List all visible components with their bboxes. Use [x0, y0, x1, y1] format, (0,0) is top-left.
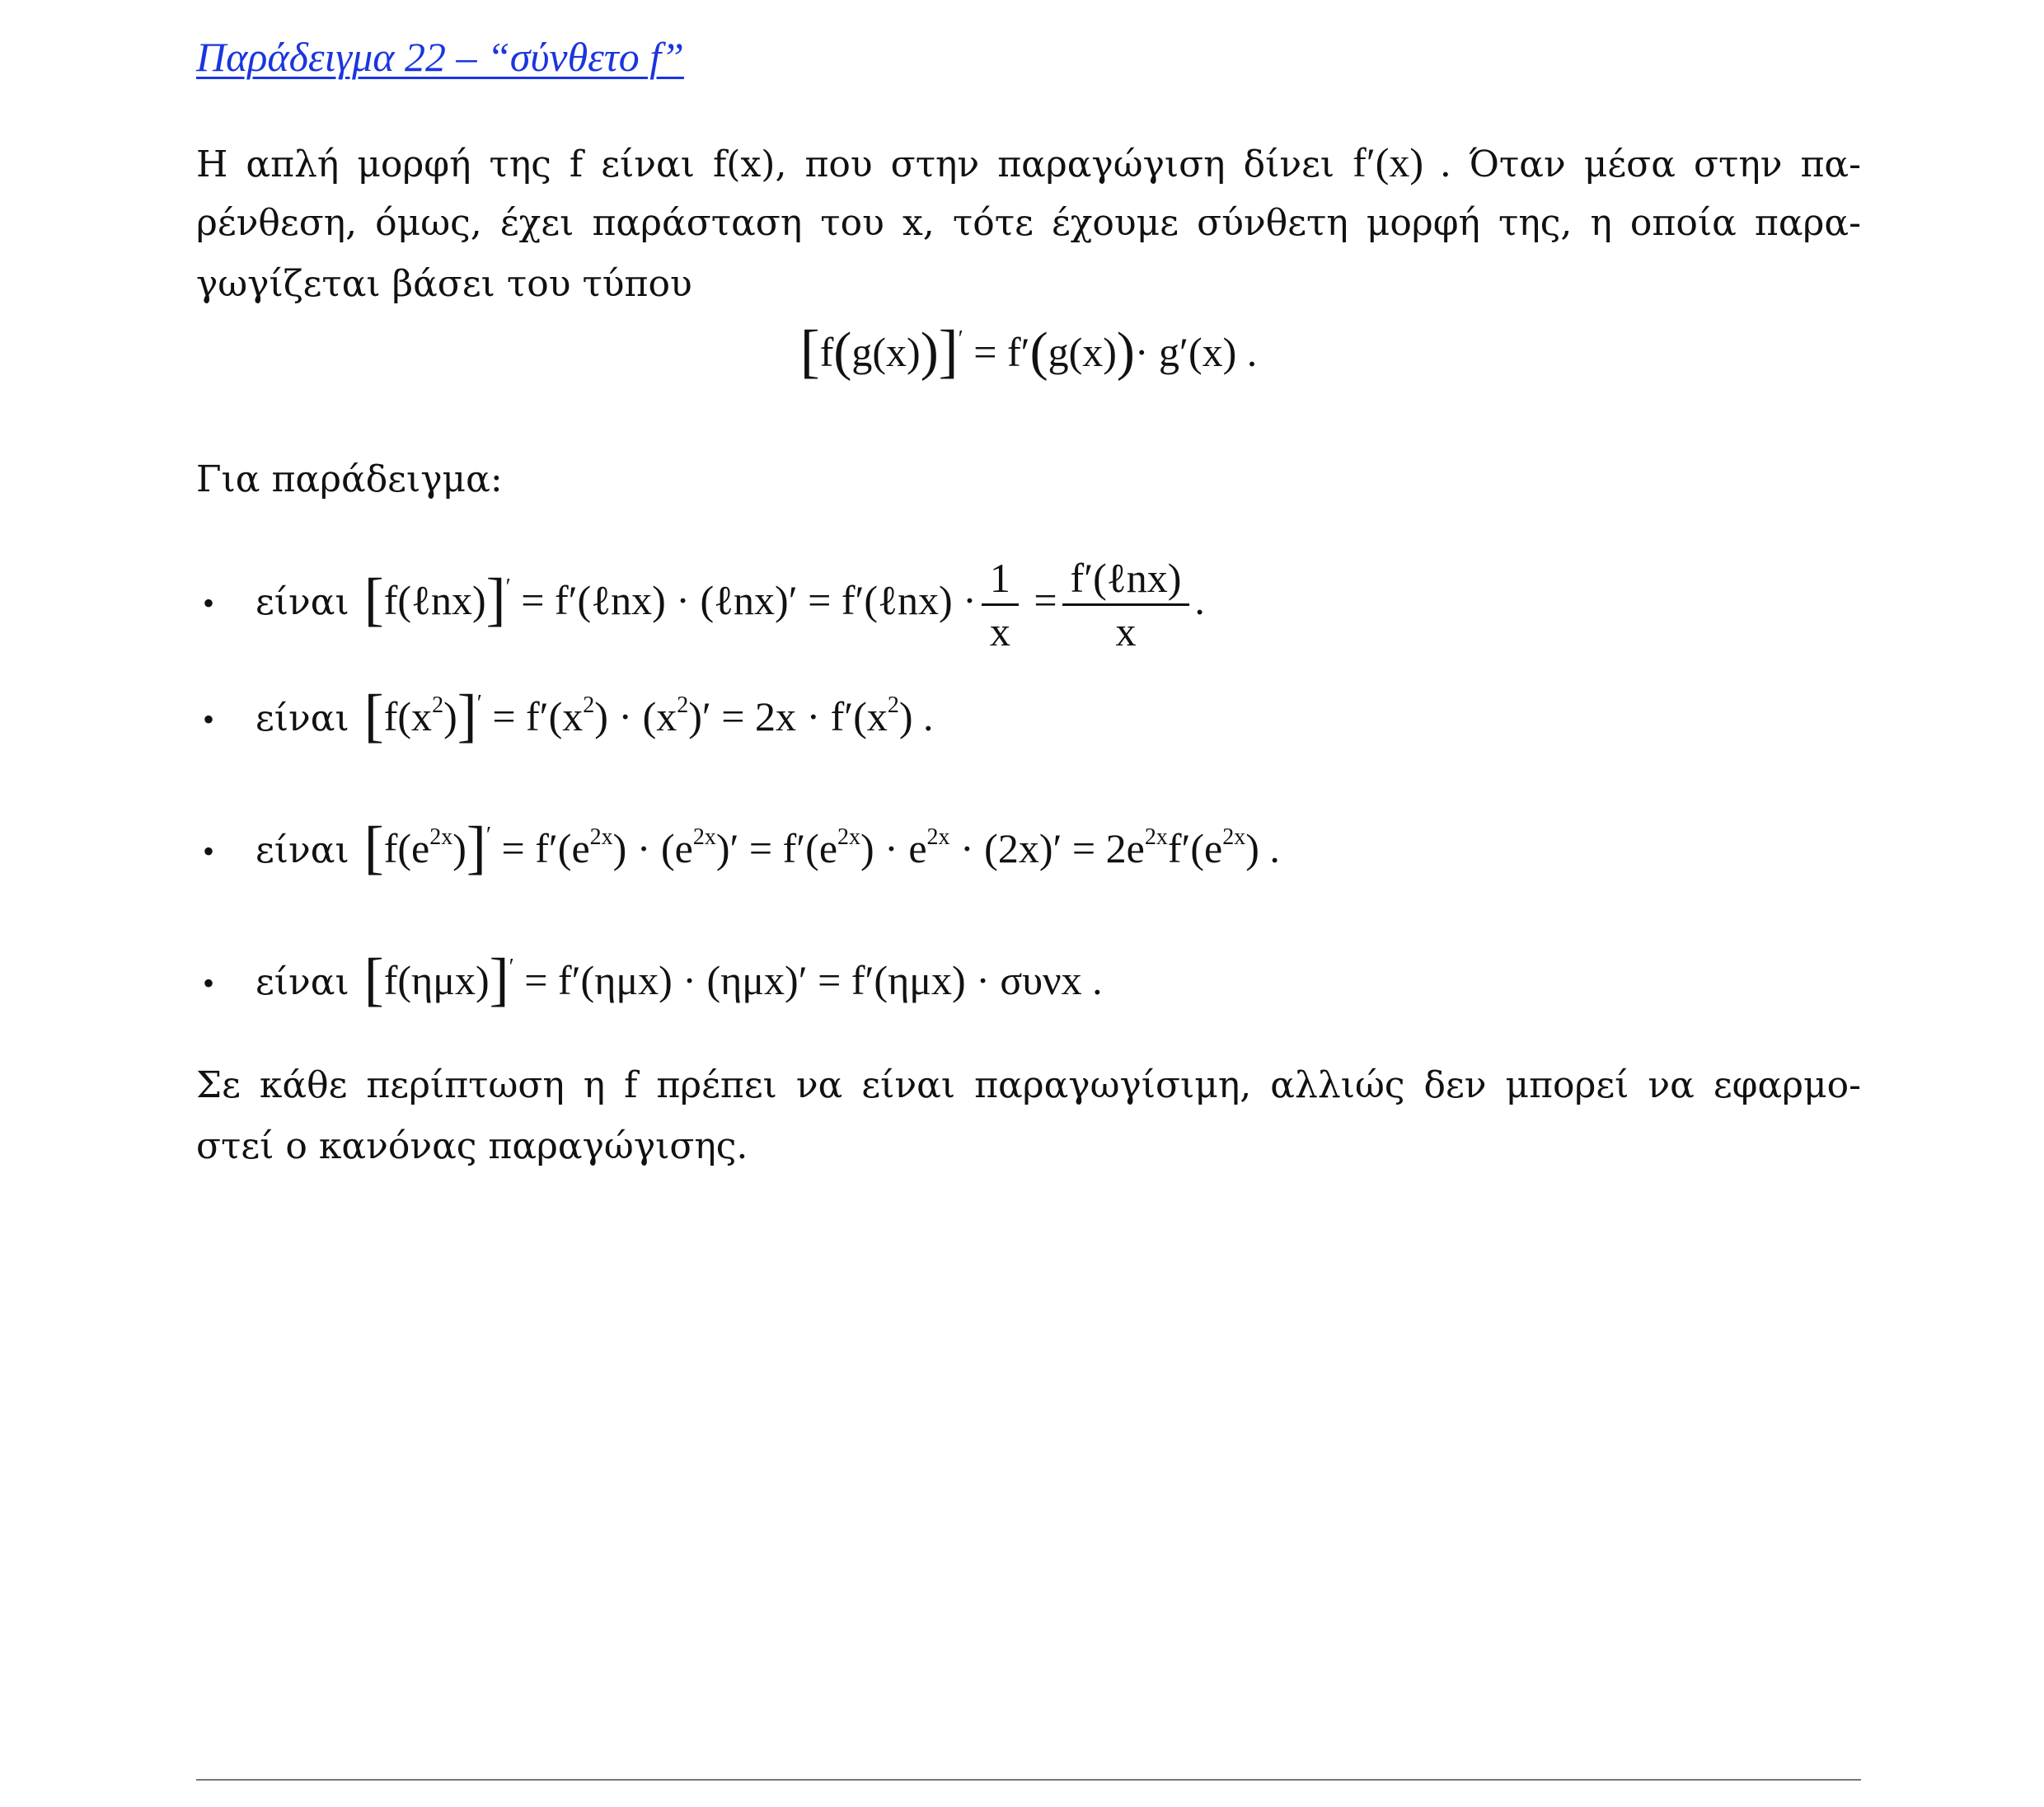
bracket-open: [ — [363, 683, 384, 749]
b3-s6: 2x — [1222, 824, 1246, 850]
formula-lhs-inner: g(x) — [851, 329, 921, 375]
b3-p2: ) · (e — [612, 825, 693, 871]
bracket-close: ] — [489, 946, 509, 1012]
b4-rest: = f′(ημx) · (ημx)′ = f′(ημx) · συνx . — [524, 957, 1103, 1003]
b3-p7: ) . — [1245, 825, 1280, 871]
b4-inner: f(ημx) — [383, 957, 490, 1003]
b3-inner-a: f(e — [383, 825, 430, 871]
bullet-word: είναι — [256, 961, 349, 1003]
paren-close: ) — [920, 322, 939, 382]
b3-s5: 2x — [1144, 824, 1168, 850]
bullet-item-x2 — [196, 683, 1861, 749]
conclusion-line-2: στεί ο κανόνας παραγώγισης. — [196, 1125, 748, 1167]
bracket-close: ] — [938, 318, 959, 384]
bracket-open: [ — [363, 814, 384, 880]
b3-inner-b: ) — [452, 825, 466, 871]
intro-line-3: γωγίζεται βάσει του τύπου — [196, 263, 692, 305]
frac1-num: 1 — [982, 552, 1019, 606]
b3-s4: 2x — [926, 824, 950, 850]
b3-inner-sup: 2x — [429, 824, 453, 850]
bracket-open: [ — [799, 318, 820, 384]
bullet-icon: • — [203, 701, 215, 738]
b2-p3: )′ = 2x · f′(x — [688, 693, 888, 739]
outer-prime: ′ — [509, 955, 514, 980]
b2-inner-a: f(x — [383, 693, 433, 739]
formula-lhs-f: f — [819, 329, 834, 375]
b3-p4: ) · e — [860, 825, 927, 871]
outer-prime: ′ — [958, 326, 963, 352]
intro-line-2: ρένθεση, όμως, έχει παράσταση του x, τότε έχουμε σύνθετη μορφή της, η οποία παρα- — [196, 202, 1861, 244]
bracket-open: [ — [363, 566, 384, 632]
intro-line-1 — [196, 132, 1861, 193]
b2-s2: 2 — [677, 692, 689, 718]
b1-mid: = f′(ℓnx) · (ℓnx)′ = f′(ℓnx) · — [521, 576, 977, 623]
b2-p2: ) · (x — [594, 693, 677, 739]
bullet-icon: • — [203, 965, 215, 1002]
chain-rule-formula — [196, 318, 1861, 384]
b2-p4: ) . — [898, 693, 934, 739]
bracket-close: ] — [485, 566, 506, 632]
intro-text-c: Όταν μέσα στην πα- — [1469, 143, 1861, 185]
b3-s1: 2x — [589, 824, 613, 850]
b1-eq: = — [1034, 576, 1057, 623]
bullet-icon: • — [203, 833, 215, 870]
b2-inner-sup: 2 — [432, 692, 444, 718]
bullet-word: είναι — [256, 697, 349, 739]
frac2-num: f′(ℓnx) — [1062, 552, 1190, 606]
intro-derivative: f′(x) . — [1353, 139, 1451, 185]
b2-s1: 2 — [583, 692, 595, 718]
formula-rhs-inner: g(x) — [1048, 329, 1117, 375]
frac1-den: x — [989, 608, 1010, 655]
b2-inner-b: ) — [443, 693, 457, 739]
formula-eq: = f′ — [973, 329, 1030, 375]
intro-text-a: Η απλή μορφή της f είναι f(x), που στην παραγώγιση δίνει — [196, 143, 1335, 185]
outer-prime: ′ — [476, 691, 482, 716]
bullet-word: είναι — [256, 829, 349, 871]
b3-s2: 2x — [692, 824, 716, 850]
paren-close: ) — [1116, 322, 1135, 382]
b3-p6: f′(e — [1167, 825, 1223, 871]
bracket-close: ] — [457, 683, 477, 749]
outer-prime: ′ — [505, 574, 511, 600]
intro-paragraph — [196, 132, 1861, 315]
b2-s3: 2 — [887, 692, 899, 718]
b1-inner: f(ℓnx) — [383, 576, 486, 623]
conclusion-line-1: Σε κάθε περίπτωση η f πρέπει να είναι παραγωγίσιμη, αλλιώς δεν μπορεί να εφαρμο- — [196, 1064, 1861, 1106]
b3-p3: )′ = f′(e — [715, 825, 838, 871]
footer-divider — [196, 1779, 1861, 1781]
document-page — [196, 0, 1861, 1807]
bracket-close: ] — [466, 814, 486, 880]
formula-rhs-tail: · g′(x) . — [1134, 329, 1258, 375]
bullet-word: είναι — [256, 580, 349, 623]
b3-p5: · (2x)′ = 2e — [949, 825, 1145, 871]
outer-prime: ′ — [485, 823, 492, 848]
bullet-item-e2x — [196, 814, 1861, 880]
b3-s3: 2x — [837, 824, 861, 850]
example-label-para — [196, 449, 1861, 510]
fraction-result — [1062, 552, 1190, 657]
fraction-one-over-x — [982, 552, 1019, 657]
example-title[interactable]: Παράδειγμα 22 – “σύνθετο f” — [196, 34, 684, 80]
example-label: Για παράδειγμα: — [196, 458, 503, 500]
paren-open: ( — [833, 322, 852, 382]
bullet-item-ln — [196, 552, 1861, 657]
bullet-item-sin — [196, 946, 1861, 1012]
bracket-open: [ — [363, 946, 384, 1012]
conclusion-paragraph — [196, 1055, 1861, 1177]
frac2-den: x — [1115, 608, 1137, 655]
paren-open: ( — [1029, 322, 1048, 382]
b2-p1: = f′(x — [492, 693, 584, 739]
b1-end: . — [1194, 576, 1205, 623]
bullet-icon: • — [203, 584, 215, 622]
b3-p1: = f′(e — [501, 825, 590, 871]
